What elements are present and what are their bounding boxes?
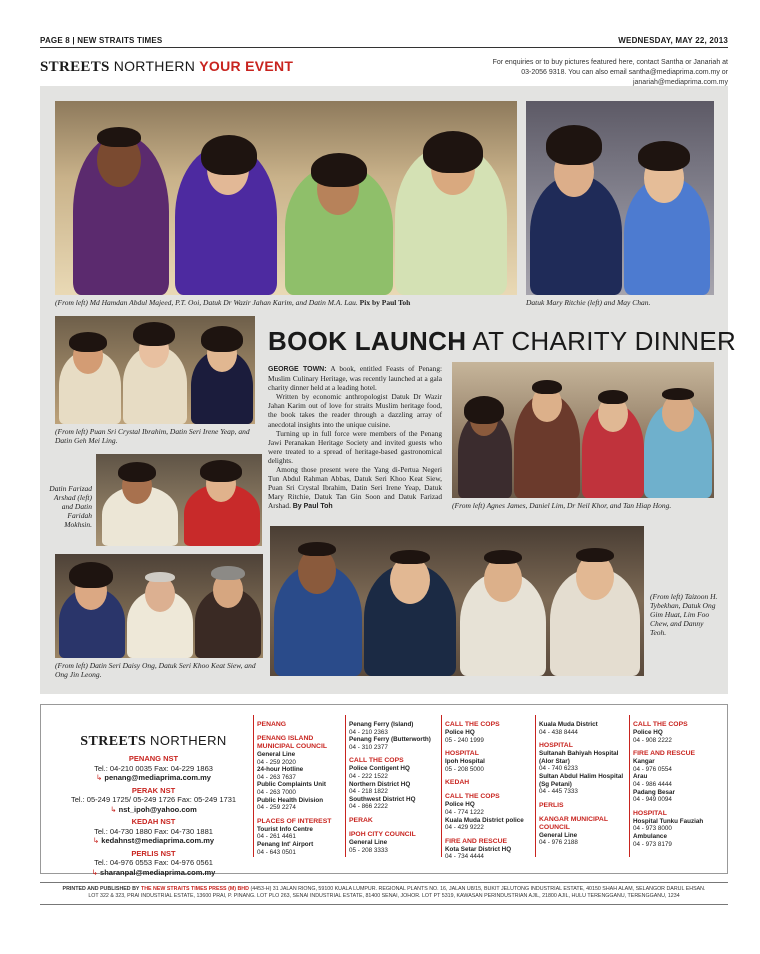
- directory-entry-name: Penang Int' Airport: [257, 840, 314, 848]
- issue-date: WEDNESDAY, MAY 22, 2013: [618, 36, 728, 45]
- directory-entry-phone: 04 - 263 7000: [257, 788, 296, 796]
- directory-entry-name: Police Contigent HQ: [349, 765, 410, 773]
- directory-heading: PLACES OF INTEREST: [257, 817, 332, 825]
- directory-entry-name: Penang Ferry (Island): [349, 721, 414, 728]
- main-photo-caption: (From left) Md Hamdan Abdul Majeed, P.T. Ooi, Datuk Dr Wazir Jahan Karim, and Datin M.A. Lau. Pix by Paul Toh: [55, 298, 411, 307]
- office-penang: PENANG NST Tel.: 04-210 0035 Fax: 04-229 1863 ↳ penang@mediaprima.com.my: [94, 754, 213, 782]
- directory-heading: IPOH CITY COUNCIL: [349, 830, 416, 838]
- directory-entry-phone: 04 - 261 4461: [257, 833, 296, 841]
- directory-entry-name: Southwest District HQ: [349, 795, 416, 803]
- directory-entry-name: Tourist Info Centre: [257, 825, 313, 833]
- directory-heading: CALL THE COPS: [633, 721, 688, 728]
- email-arrow-icon: ↳: [96, 773, 105, 782]
- directory-heading: FIRE AND RESCUE: [445, 837, 508, 845]
- directory-heading: CALL THE COPS: [445, 721, 500, 728]
- directory-entry-phone: 04 - 976 0554: [633, 765, 672, 773]
- directory-entry-phone: 04 - 949 0094: [633, 796, 672, 804]
- column-divider: [441, 715, 442, 857]
- directory-entry-name: 24-hour Hotline: [257, 766, 304, 774]
- directory-entry-phone: 04 - 263 7637: [257, 773, 296, 781]
- ritchie-photo: [526, 101, 714, 295]
- streets-northern-logo: STREETS NORTHERN: [80, 733, 227, 749]
- newspaper-name: NEW STRAITS TIMES: [77, 36, 163, 45]
- directory-entry-phone: 05 - 208 3333: [349, 846, 388, 854]
- directory-entry-phone: 04 - 259 2274: [257, 804, 296, 812]
- directory-entry-name: Police HQ: [445, 729, 475, 736]
- agnes-photo: [452, 362, 714, 498]
- main-group-photo: [55, 101, 517, 295]
- taizoon-photo: [270, 526, 644, 676]
- directory-entry-phone: 04 - 222 1522: [349, 772, 388, 780]
- directory-heading: PERLIS: [539, 801, 564, 809]
- column-divider: [535, 715, 536, 857]
- column-divider: [253, 715, 254, 857]
- directory-column-kedah-perlis: [539, 721, 631, 847]
- directory-column-perlis: [633, 721, 725, 848]
- directory-entry-name: Police HQ: [445, 801, 475, 809]
- section-title: STREETS NORTHERN YOUR EVENT: [40, 58, 294, 75]
- article-byline: By Paul Toh: [292, 503, 333, 511]
- article-dateline: GEORGE TOWN:: [268, 366, 327, 373]
- directory-entry-name: Hospital Tunku Fauziah: [633, 817, 704, 825]
- directory-entry-name: Ambulance: [633, 832, 667, 840]
- directory-entry-phone: 04 - 259 2020: [257, 758, 296, 766]
- puan-sri-photo: [55, 316, 255, 424]
- directory-heading: HOSPITAL: [445, 750, 479, 758]
- directory-entry-name: Kuala Muda District police: [445, 816, 524, 824]
- article-headline: BOOK LAUNCH AT CHARITY DINNER: [268, 326, 737, 356]
- directory-column-perak-kedah: [445, 721, 537, 861]
- directory-entry-phone: 04 - 986 4444: [633, 780, 672, 788]
- directory-heading: HOSPITAL: [539, 742, 573, 750]
- directory-entry-name: Public Complaints Unit: [257, 781, 326, 789]
- directory-column-penang-2: [349, 721, 441, 854]
- printer-imprint: PRINTED AND PUBLISHED BY THE NEW STRAITS TIMES PRESS (M) BHD (4453-H) 31 JALAN RIONG, 59100 KUALA LUMPUR. REGIONAL PLANTS NO. 16, JALAN U8/15, BUKIT JELUTONG INDUSTRIAL ESTATE, 40150 SHAH ALAM, SELANGOR DARUL EHSAN. LOT 322 & 323, PRAI INDUSTRIAL ESTATE, 13600 PRAI, P. PINANG. LOT PLO 263, SENAI INDUSTRIAL ESTATE, 81400 SENAI, JOHOR. LOT PT 5319, KAWASAN PERINDUSTRIAN AJIL, 21800 AJIL, HULU TERENGGANU, TERENGGANU, 1234: [62, 886, 706, 900]
- directory-heading: CALL THE COPS: [349, 757, 404, 765]
- email-arrow-icon: ↳: [110, 804, 119, 814]
- agnes-caption: (From left) Agnes James, Daniel Lim, Dr Neil Khor, and Tan Hiap Hong.: [452, 501, 672, 510]
- directory-entry-phone: 04 - 908 2222: [633, 736, 672, 744]
- contact-directory: [40, 704, 728, 877]
- directory-entry-phone: 05 - 208 5000: [445, 765, 484, 773]
- photo-credit: Pix by Paul Toh: [359, 298, 411, 307]
- directory-entry-phone: 04 - 973 8000: [633, 825, 672, 833]
- directory-heading: KEDAH: [445, 779, 470, 787]
- directory-entry-name: Padang Besar: [633, 788, 675, 796]
- directory-entry-phone: 04 - 643 0501: [257, 848, 296, 856]
- daisy-caption: (From left) Datin Seri Daisy Ong, Datuk Seri Khoo Keat Siew, and Ong Jin Leong.: [55, 661, 256, 679]
- directory-entry-phone: 04 - 973 8179: [633, 840, 672, 848]
- directory-heading: PERAK: [349, 816, 373, 824]
- directory-heading: HOSPITAL: [633, 809, 667, 817]
- column-divider: [629, 715, 630, 857]
- directory-entry-phone: 04 - 740 6233: [539, 765, 578, 773]
- directory-entry-name: Public Health Division: [257, 796, 324, 804]
- directory-heading: FIRE AND RESCUE: [633, 750, 696, 758]
- directory-entry-name: Penang Ferry (Butterworth): [349, 736, 431, 744]
- nst-offices: [61, 733, 246, 880]
- puan-sri-caption: (From left) Puan Sri Crystal Ibrahim, Datin Seri Irene Yeap, and Datin Geh Mei Ling.: [55, 427, 250, 445]
- imprint-rule: [40, 904, 728, 905]
- taizoon-caption: (From left) Taizoon H. Tybekhan, Datuk Ong Gim Huat, Lim Foo Chew, and Danny Teoh.: [650, 592, 718, 637]
- directory-entry-phone: 04 - 866 2222: [349, 803, 388, 811]
- directory-entry-name: Kangar: [633, 758, 655, 766]
- email-arrow-icon: ↳: [92, 836, 102, 845]
- directory-entry-phone: 04 - 310 2377: [349, 743, 388, 751]
- enquiry-note: For enquiries or to buy pictures featured here, contact Santha or Janariah at 03-2056 9318. You can also email santha@mediaprima.com.my or janariah@mediaprima.com.my: [492, 59, 728, 86]
- directory-heading: PENANG ISLAND MUNICIPAL COUNCIL: [257, 735, 327, 750]
- directory-entry-name: Arau: [633, 773, 648, 781]
- daisy-photo: [55, 554, 263, 658]
- directory-heading: PENANG: [257, 721, 287, 728]
- directory-entry-name: General Line: [539, 831, 578, 839]
- directory-column-penang: [257, 721, 349, 856]
- directory-entry-name: Sultanah Bahiyah Hospital (Alor Star): [539, 750, 619, 765]
- directory-entry-phone: 04 - 218 1822: [349, 788, 388, 796]
- directory-entry-name: General Line: [257, 751, 296, 758]
- directory-entry-name: Kota Setar District HQ: [445, 845, 512, 853]
- page-number: PAGE 8 | NEW STRAITS TIMES: [40, 36, 163, 45]
- directory-entry-phone: 04 - 734 4444: [445, 853, 484, 861]
- directory-entry-phone: 05 - 240 1999: [445, 736, 484, 744]
- directory-entry-phone: 04 - 438 8444: [539, 728, 578, 736]
- directory-entry-phone: 04 - 210 2363: [349, 728, 388, 736]
- farizad-photo: [96, 454, 262, 546]
- page-header: [40, 34, 728, 48]
- directory-entry-name: Police HQ: [633, 729, 663, 736]
- directory-entry-name: Northern District HQ: [349, 780, 411, 788]
- email-arrow-icon: ↳: [91, 867, 101, 877]
- office-kedah: KEDAH NST Tel.: 04-730 1880 Fax: 04-730 1881 ↳ kedahnst@mediaprima.com.my: [92, 817, 215, 845]
- column-divider: [345, 715, 346, 857]
- article-body: GEORGE TOWN: A book, entitled Feasts of Penang: Muslim Culinary Heritage, was recently launched at a gala charity dinner held at a leading hotel. Written by economic anthropologist Datuk Dr Wazir Jahan Karim out of love for straits Muslim heritage food, the book takes the reader through a dazzling array of anecdotal insights into the unique cuisine. Turning up in full force were members of the Penang Jawi Peranakan Heritage Society and invited guests who were treated to a spread of heritage-based gastronomical delights. Among those present were the Yang di-Pertua Negeri Tun Abdul Rahman Abbas, Datuk Seri Khoo Keat Siew, Puan Sri Crystal Ibrahim, Datin Seri Irene Yeap, Datuk Mary Ritchie, Datuk Tan Gin Soon and Datuk Farizad Arshad. By Paul Toh: [268, 364, 442, 511]
- directory-entry-name: General Line: [349, 838, 388, 846]
- ritchie-caption: Datuk Mary Ritchie (left) and May Chan.: [526, 298, 651, 307]
- directory-heading: KANGAR MUNICIPAL COUNCIL: [539, 815, 608, 831]
- directory-entry-name: Kuala Muda District: [539, 721, 598, 728]
- directory-entry-name: Ipoh Hospital: [445, 758, 485, 766]
- directory-entry-phone: 04 - 774 1222: [445, 808, 484, 816]
- directory-entry-phone: 04 - 445 7333: [539, 788, 578, 796]
- farizad-caption: Datin Farizad Arshad (left) and Datin Faridah Mokhsin.: [49, 484, 92, 529]
- photo-spread: [40, 86, 737, 694]
- imprint-rule: [40, 882, 728, 883]
- directory-heading: CALL THE COPS: [445, 793, 500, 801]
- office-perak: PERAK NST Tel.: 05-249 1725/ 05-249 1726 Fax: 05-249 1731 ↳ nst_ipoh@yahoo.com: [70, 785, 237, 814]
- office-perlis: PERLIS NST Tel.: 04-976 0553 Fax: 04-976 0561 ↳ sharanpal@mediaprima.com.my: [91, 848, 216, 877]
- directory-entry-name: Sultan Abdul Halim Hospital (Sg Petani): [539, 772, 624, 788]
- directory-entry-phone: 04 - 429 9222: [445, 824, 484, 832]
- directory-entry-phone: 04 - 976 2188: [539, 839, 578, 847]
